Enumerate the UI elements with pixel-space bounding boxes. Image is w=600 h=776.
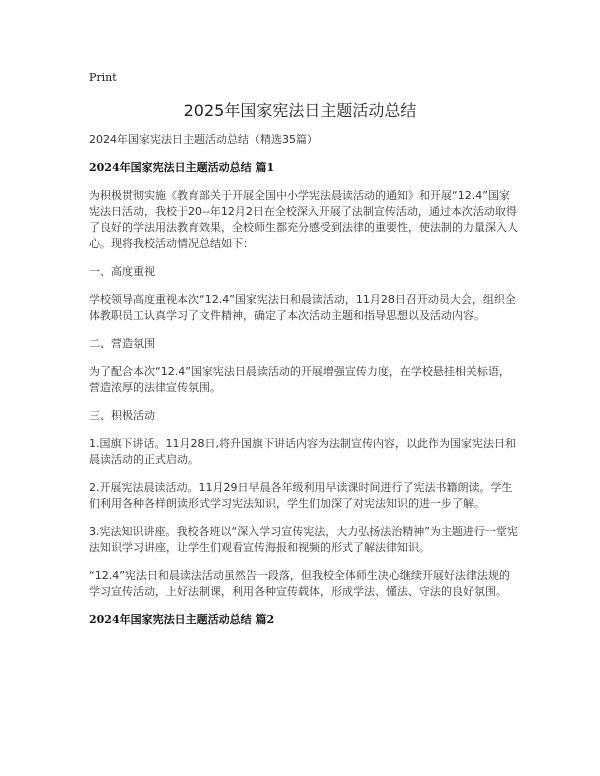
closing-paragraph: “12.4”宪法日和晨读法活动虽然告一段落，但我校全体师生决心继续开展好法律法规的学习宣传活动，上好法制课，利用各种宣传载体，形成学法、懂法、守法的良好氛围。 <box>89 569 510 598</box>
intro-paragraph: 为积极贯彻实施《教育部关于开展全国中小学宪法晨读活动的通知》和开展“12.4”国家宪法日活动，我校于20--年12月2日在全校深入开展了法制宣传活动，通过本次活动取得了良好的学法用法教育效果，全校师生都充分感受到法律的重要性，使法制的力量深入人心。现将我校活动情况总结如下： <box>89 189 518 250</box>
article-body <box>89 132 519 640</box>
section-heading-1: 2024年国家宪法日主题活动总结 篇1 <box>89 161 275 174</box>
subheading-activities: 三、积极活动 <box>89 409 155 422</box>
activity-item-1: 1.国旗下讲话。11月28日,将升国旗下讲话内容为法制宣传内容，以此作为国家宪法日和晨读活动的正式启动。 <box>89 437 516 466</box>
article-subtitle: 2024年国家宪法日主题活动总结（精选35篇） <box>89 133 318 146</box>
activity-item-3: 3.宪法知识讲座。我校各班以“深入学习宣传宪法，大力弘扬法治精神”为主题进行一堂宪法知识学习讲座，让学生们观看宣传海报和视频的形式了解法律知识。 <box>89 525 518 554</box>
paragraph-atmosphere: 为了配合本次“12.4”国家宪法日晨读活动的开展增强宣传力度，在学校悬挂相关标语，营造浓厚的法律宣传氛围。 <box>89 365 510 394</box>
subheading-atmosphere: 二、营造氛围 <box>89 337 155 350</box>
section-heading-2: 2024年国家宪法日主题活动总结 篇2 <box>89 613 275 626</box>
page-title: 2025年国家宪法日主题活动总结 <box>183 101 417 120</box>
activity-item-2: 2.开展宪法晨读活动。11月29日早晨各年级利用早读课时间进行了宪法书籍朗读。学生们利用各种各样朗读形式学习宪法知识，学生们加深了对宪法知识的进一步了解。 <box>89 481 513 510</box>
paragraph-importance: 学校领导高度重视本次“12.4”国家宪法日和晨读活动，11月28日召开动员大会，组织全体教职员工认真学习了文件精神，确定了本次活动主题和指导思想以及活动内容。 <box>89 293 516 322</box>
subheading-importance: 一、高度重视 <box>89 265 155 278</box>
print-link[interactable]: Print <box>89 71 117 84</box>
